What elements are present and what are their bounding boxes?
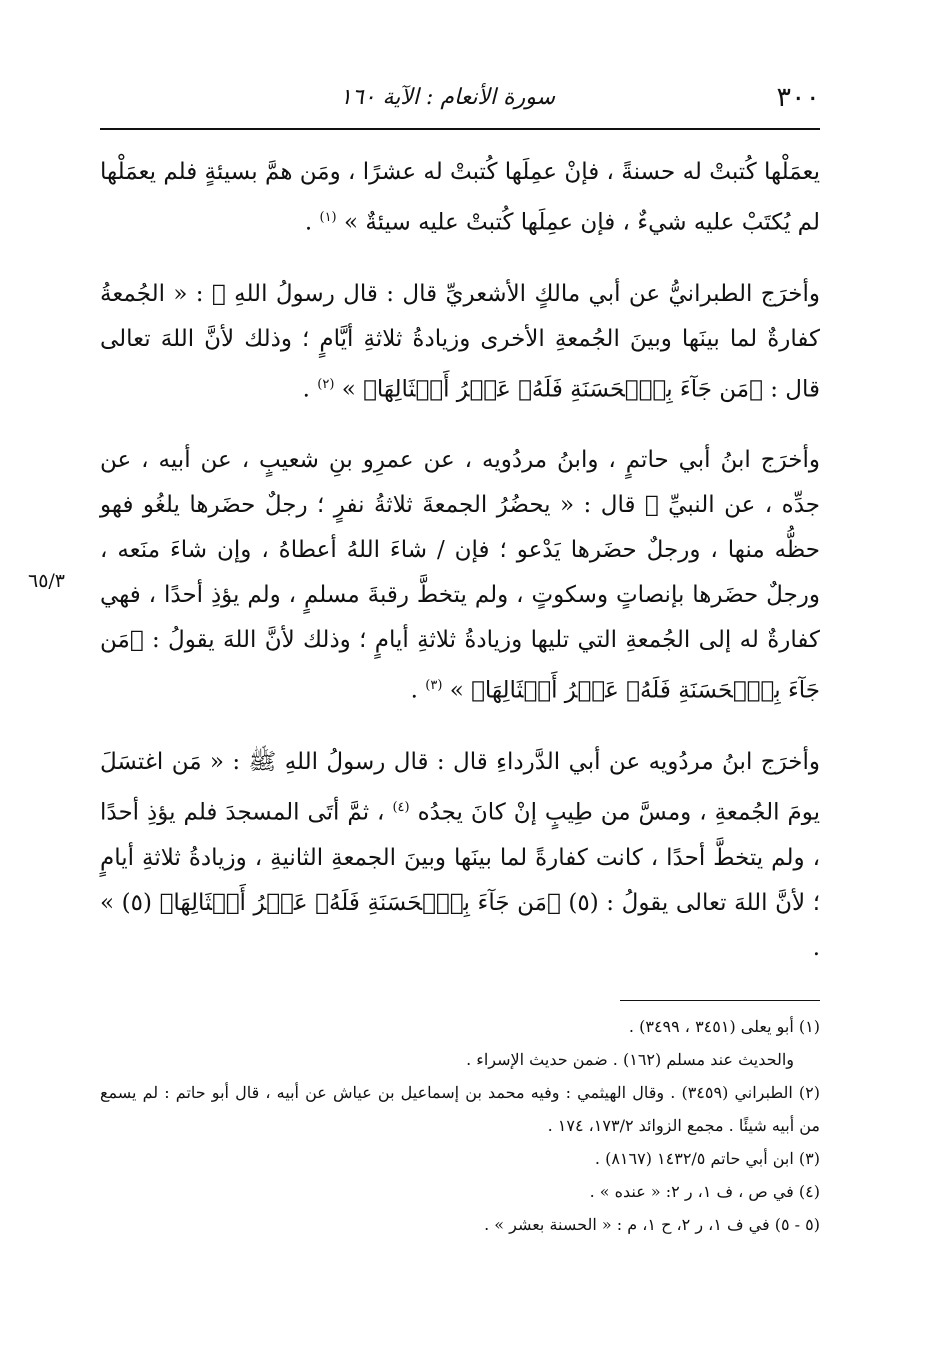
footnote-4: (٤) في ص ، ف ١، ر ٢: « عنده » . (589, 1182, 820, 1201)
paragraph-end: . (304, 209, 313, 236)
footnote-1-note: والحديث عند مسلم (١٦٢) . ضمن حديث الإسراء . (466, 1050, 794, 1069)
page-number: ٣٠٠ (776, 82, 820, 113)
footnotes (100, 1010, 820, 1241)
paragraph-end: . (302, 376, 310, 403)
paragraph-3 (100, 438, 820, 714)
footnote-ref: (٢) (317, 376, 335, 392)
paragraph-4 (100, 740, 820, 971)
paragraph-end: ، ثمَّ أتَى المسجدَ فلم يؤذِ أحدًا ، ولم يتخطَّ أحدًا ، كانت كفارةً لما بينَها وبينَ الجمعةِ الثانيةِ ، وزيادةُ ثلاثةِ أيامٍ ؛ لأنَّ اللهَ تعالى يقولُ : (٥) ﴿مَن جَآءَ بِٱلۡحَسَنَةِ فَلَهُۥ عَشۡرُ أَمۡثَالِهَا﴾ (٥) » . (100, 799, 821, 961)
page-header (100, 78, 820, 118)
paragraph-text: وأخرَج ابنُ مردُويه عن أبي الدَّرداءِ قال : قال رسولُ اللهِ ﷺ : « مَن اغتسَلَ يومَ الجُمعةِ ، ومسَّ من طِيبٍ إنْ كانَ يجدُه (100, 748, 821, 826)
main-text (100, 150, 820, 997)
paragraph-2 (100, 272, 820, 413)
paragraph-end: . (410, 677, 418, 704)
footnote-3: (٣) ابن أبي حاتم ١٤٣٢/٥ (٨١٦٧) . (594, 1149, 820, 1168)
footnote-ref: (٤) (392, 799, 410, 815)
margin-volume-page-marker: ٦٥/٣ (28, 570, 66, 592)
paragraph-text: يعمَلْها كُتبتْ له حسنةً ، فإنْ عمِلَها كُتبتْ له عشرًا ، ومَن همَّ بسيئةٍ فلم يعمَلْها لم يُكتَبْ عليه شيءٌ ، فإن عمِلَها كُتبتْ عليه سيئةٌ » (100, 159, 820, 236)
paragraph-1 (100, 150, 820, 246)
footnote-1: (١) أبو يعلى (٣٤٥١ ، ٣٤٩٩) . (628, 1017, 820, 1036)
paragraph-text: وأخرَج الطبرانيُّ عن أبي مالكٍ الأشعريِّ قال : قال رسولُ اللهِ ﷺ : « الجُمعةُ كفارةٌ لما بينَها وبينَ الجُمعةِ الأخرى وزيادةُ ثلاثةِ أيَّامٍ ؛ وذلك لأنَّ اللهَ تعالى قال : ﴿مَن جَآءَ بِٱلۡحَسَنَةِ فَلَهُۥ عَشۡرُ أَمۡثَالِهَا﴾ » (100, 280, 820, 403)
running-title: سورة الأنعام : الآية ١٦٠ (340, 85, 556, 110)
footnote-5: (٥ - ٥) في ف ١، ر ٢، ح ١، م : « الحسنة بعشر » . (484, 1215, 820, 1234)
footnote-2: (٢) الطبراني (٣٤٥٩) . وقال الهيثمي : وفيه محمد بن إسماعيل بن عياش عن أبيه ، قال أبو حاتم : لم يسمع من أبيه شيئًا . مجمع الزوائد ١٧٣/٢، ١٧٤ . (100, 1083, 820, 1135)
footnote-ref: (١) (319, 210, 337, 225)
footnote-divider (620, 1000, 820, 1001)
footnote-ref: (٣) (425, 678, 443, 694)
header-divider (100, 128, 820, 130)
paragraph-text: وأخرَج ابنُ أبي حاتمٍ ، وابنُ مردُويه ، عن عمرِو بنِ شعيبٍ ، عن أبيه ، عن جدِّه ، عن النبيِّ ﷺ قال : « يحضُرُ الجمعةَ ثلاثةُ نفرٍ ؛ رجلٌ حضَرها يلغُو فهو حظُّه منها ، ورجلٌ حضَرها يَدْعو ؛ فإن / شاءَ اللهُ أعطاهُ ، وإن شاءَ منَعه ، ورجلٌ حضَرها بإنصاتٍ وسكوتٍ ، ولم يتخطَّ رقبةَ مسلمٍ ، ولم يؤذِ أحدًا ، فهي كفارةٌ له إلى الجُمعةِ التي تليها وزيادةُ ثلاثةِ أيامٍ ؛ وذلك لأنَّ اللهَ يقولُ : ﴿مَن جَآءَ بِٱلۡحَسَنَةِ فَلَهُۥ عَشۡرُ أَمۡثَالِهَا﴾ » (100, 447, 820, 704)
